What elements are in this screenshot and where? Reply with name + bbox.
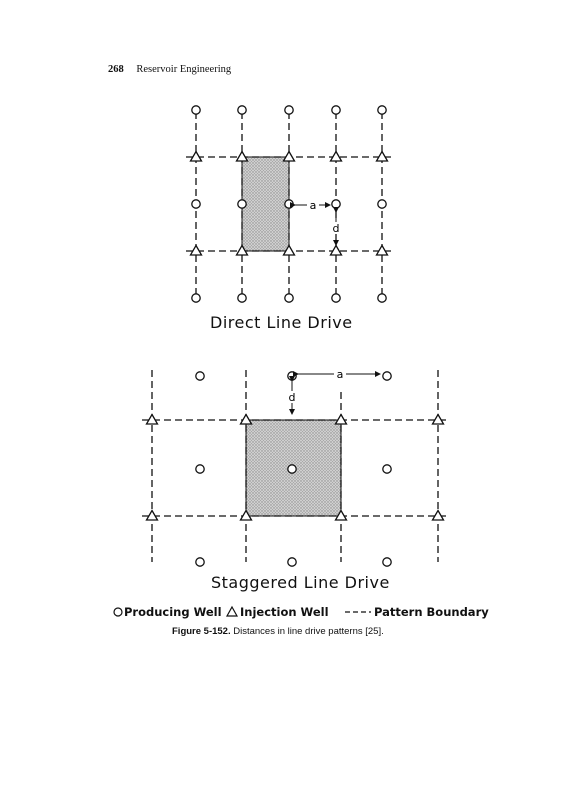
staggered-label-a: a bbox=[336, 368, 344, 381]
injection-well-icon bbox=[433, 415, 444, 425]
direct-label-d: d bbox=[332, 222, 340, 235]
producing-well-icon bbox=[285, 294, 293, 302]
producing-well-icon bbox=[192, 200, 200, 208]
page-number: 268 bbox=[108, 64, 124, 75]
legend-producing-well-icon bbox=[114, 608, 122, 616]
injection-well-icon bbox=[147, 415, 158, 425]
producing-well-icon bbox=[238, 106, 246, 114]
producing-well-icon bbox=[238, 294, 246, 302]
producing-well-icon bbox=[383, 558, 391, 566]
legend-injection-well-icon bbox=[227, 607, 237, 616]
staggered-line-drive-title: Staggered Line Drive bbox=[211, 573, 390, 592]
producing-well-icon bbox=[383, 372, 391, 380]
injection-well-icon bbox=[191, 246, 202, 256]
injection-well-icon bbox=[331, 152, 342, 162]
legend-boundary-label: Pattern Boundary bbox=[374, 605, 489, 619]
staggered-label-d: d bbox=[288, 391, 296, 404]
producing-well-icon bbox=[192, 106, 200, 114]
direct-line-drive-title: Direct Line Drive bbox=[210, 313, 353, 332]
producing-well-icon bbox=[378, 294, 386, 302]
direct-pattern-shaded-area bbox=[242, 157, 289, 251]
direct-label-a: a bbox=[309, 199, 317, 212]
injection-well-icon bbox=[241, 415, 252, 425]
injection-well-icon bbox=[377, 152, 388, 162]
running-title: Reservoir Engineering bbox=[136, 64, 232, 75]
figure-caption-text: Distances in line drive patterns [25]. bbox=[233, 626, 384, 637]
producing-well-icon bbox=[378, 106, 386, 114]
producing-well-icon bbox=[332, 106, 340, 114]
producing-well-icon bbox=[288, 558, 296, 566]
producing-well-icon bbox=[238, 200, 246, 208]
producing-well-icon bbox=[332, 294, 340, 302]
direct-line-drive-pattern bbox=[186, 106, 392, 302]
injection-well-icon bbox=[147, 511, 158, 521]
producing-well-icon bbox=[196, 372, 204, 380]
producing-well-icon bbox=[332, 200, 340, 208]
injection-well-icon bbox=[433, 511, 444, 521]
producing-well-icon bbox=[288, 465, 296, 473]
injection-well-icon bbox=[237, 152, 248, 162]
producing-well-icon bbox=[378, 200, 386, 208]
injection-well-icon bbox=[331, 246, 342, 256]
producing-well-icon bbox=[192, 294, 200, 302]
figure-caption bbox=[172, 626, 384, 637]
producing-well-icon bbox=[383, 465, 391, 473]
legend-producing-label: Producing Well bbox=[124, 605, 222, 619]
injection-well-icon bbox=[284, 152, 295, 162]
producing-well-icon bbox=[196, 558, 204, 566]
injection-well-icon bbox=[377, 246, 388, 256]
legend-injection-label: Injection Well bbox=[240, 605, 329, 619]
producing-well-icon bbox=[288, 372, 296, 380]
staggered-line-drive-pattern bbox=[142, 368, 448, 566]
injection-well-icon bbox=[336, 415, 347, 425]
producing-well-icon bbox=[196, 465, 204, 473]
producing-well-icon bbox=[285, 106, 293, 114]
producing-well-icon bbox=[285, 200, 293, 208]
injection-well-icon bbox=[191, 152, 202, 162]
figure-caption-label: Figure 5-152. bbox=[172, 626, 231, 637]
